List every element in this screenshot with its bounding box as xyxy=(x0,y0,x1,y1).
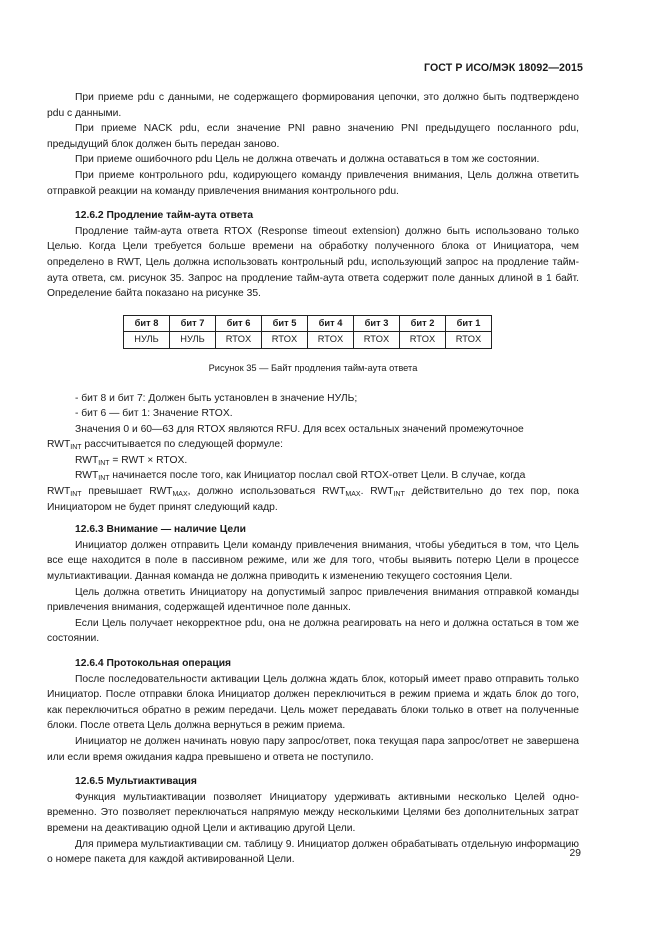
formula: $RWT_{INT}$ = RWT × RTOX. xyxy=(75,454,188,467)
page-content xyxy=(47,90,579,868)
paragraph: Функция мультиактивации позволяет Инициатору удерживать активными несколько Целей одновременно. Это позволяет переключаться напрямую между несколькими Целями без дополнительных затрат времени на деактивацию одной Цели и активацию другой Цели. xyxy=(47,791,579,834)
paragraph: Инициатор должен отправить Цели команду привлечения внимания, чтобы убедиться в том, что Цель все еще находится в поле в пассивном режиме, или же для того, чтобы выявить потерю Цели в процессе мультиактивации. Данная команда не должна приводить к изменению текущего состояния Цели. xyxy=(47,539,579,583)
paragraph: При приеме ошибочного pdu Цель не должна отвечать и должна оставаться в том же состоянии. xyxy=(75,154,540,166)
section-heading-12-6-3: 12.6.3 Внимание — наличие Цели xyxy=(75,524,246,536)
bit-header-row xyxy=(124,315,492,332)
standard-header: ГОСТ Р ИСО/МЭК 18092—2015 xyxy=(424,62,583,74)
section-heading-12-6-4: 12.6.4 Протокольная операция xyxy=(75,658,232,669)
paragraph: После последовательности активации Цель должна ждать блок, который имеет право отправить только Инициатор. После отправки блока Инициатор должен переключиться в режим приема и ждать блок до того, как переключиться обратно в режим передачи. Цель может передавать блоки только в ответ на полученные блоки. После ответа Цель должна вернуться в режим приема. xyxy=(47,673,579,732)
bit-header-cell: бит 4 xyxy=(308,315,354,332)
bit-value-cell: НУЛЬ xyxy=(124,332,170,349)
bit-value-cell: RTOX xyxy=(400,332,446,349)
bit-value-cell: НУЛЬ xyxy=(170,332,216,349)
paragraph: При приеме контрольного pdu, кодирующего команду привлечения внимания, Цель должна ответить отправкой реакции на команду привлечения внимания контрольного pdu. xyxy=(47,169,579,197)
paragraph: Если Цель получает некорректное pdu, она не должна реагировать на него и должна остаться в том же состоянии. xyxy=(47,617,579,645)
bit-header-cell: бит 5 xyxy=(262,315,308,332)
bit-value-cell: RTOX xyxy=(446,332,492,349)
bit-value-cell: RTOX xyxy=(308,332,354,349)
section-heading-12-6-2: 12.6.2 Продление тайм-аута ответа xyxy=(75,210,254,222)
list-item: - бит 8 и бит 7: Должен быть установлен в значение НУЛЬ; xyxy=(75,392,358,404)
paragraph: Значения 0 и 60—63 для RTOX являются RFU. Для всех остальных значений промежуточное $RWT_{INT}$ рассчитывается по следующей формуле: xyxy=(47,423,524,452)
figure-caption: Рисунок 35 — Байт продления тайм-аута ответа xyxy=(208,362,418,373)
bit-value-cell: RTOX xyxy=(262,332,308,349)
page-number: 29 xyxy=(569,848,581,859)
paragraph: Для примера мультиактивации см. таблицу 9. Инициатор должен обрабатывать отдельную информацию о номере пакета для каждой активированной Цели. xyxy=(47,838,579,866)
bit-header-cell: бит 8 xyxy=(124,315,170,332)
bit-header-cell: бит 6 xyxy=(216,315,262,332)
bit-value-cell: RTOX xyxy=(216,332,262,349)
paragraph: $RWT_{INT}$ начинается после того, как Инициатор послал свой RTOX-ответ Цели. В случае, когда $RWT_{INT}$ превышает $RWT_{MAX}$, должно использоваться $RWT_{MAX}$. $RWT_{INT}$ действительно до тех пор, пока Инициатором не будет принят следующий кадр. xyxy=(47,470,579,513)
bit-header-cell: бит 2 xyxy=(400,315,446,332)
section-heading-12-6-5: 12.6.5 Мультиактивация xyxy=(75,776,197,788)
paragraph: Продление тайм-аута ответа RTOX (Response timeout extension) должно быть использовано только Целью. Когда Цели требуется больше времени на обработку полученного блока от Инициатора, чем определено в RWT, Цель должна использовать контрольный pdu, использующий запрос на продление тайм-аута ответа, см. рисунок 35. Запрос на продление тайм-аута ответа содержит поле данных длиной в 1 байт. Определение байта показано на рисунке 35. xyxy=(47,225,579,300)
paragraph: При приеме NACK pdu, если значение PNI равно значению PNI предыдущего посланного pdu, предыдущий блок должен быть передан заново. xyxy=(47,123,579,150)
bit-header-cell: бит 3 xyxy=(354,315,400,332)
paragraph: Инициатор не должен начинать новую пару запрос/ответ, пока текущая пара запрос/ответ не завершена или если время ожидания кадра превышено и ответа не поступило. xyxy=(47,735,579,763)
list-item: - бит 6 — бит 1: Значение RTOX. xyxy=(75,408,233,420)
rtox-byte-table xyxy=(123,315,492,349)
bit-value-row xyxy=(124,332,492,349)
paragraph: Цель должна ответить Инициатору на допустимый запрос привлечения внимания отправкой команды привлечения внимания, содержащей идентичное поле данных. xyxy=(47,586,579,614)
paragraph: При приеме pdu с данными, не содержащего формирования цепочки, это должно быть подтверждено pdu с данными. xyxy=(47,92,579,119)
bit-value-cell: RTOX xyxy=(354,332,400,349)
bit-header-cell: бит 7 xyxy=(170,315,216,332)
bit-header-cell: бит 1 xyxy=(446,315,492,332)
